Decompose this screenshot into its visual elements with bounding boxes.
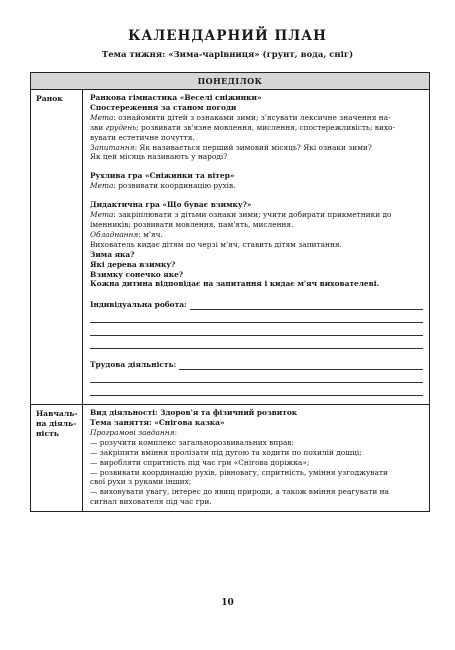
individual-work-line[interactable]	[190, 301, 423, 310]
game2-question-1: Зима яка?	[90, 249, 135, 259]
observation-goal	[90, 113, 423, 123]
task-item-cont: сигнал вихователя під час гри.	[90, 497, 212, 507]
lesson-label-line: ність	[36, 429, 59, 439]
observation-goal-end: вувати естетичне почуття.	[90, 132, 195, 142]
goal-label: Мета	[90, 181, 114, 191]
week-theme: Тема тижня: «Зима-чарівниця» (грунт, вода, сніг)	[101, 50, 354, 60]
labor-line[interactable]	[179, 361, 423, 370]
tasks-colon: :	[174, 427, 178, 437]
game2-closing: Кожна дитина відповідає на запитання і кидає м'яч вихователеві.	[90, 279, 380, 289]
game2-instruction: Вихователь кидає дітям по черзі м'яч, ставить дітям запитання.	[90, 239, 342, 249]
game2-question-3: Взимку сонечко яке?	[90, 269, 184, 279]
tasks-heading	[90, 428, 423, 438]
equipment-label: Обладнання	[90, 229, 139, 239]
questions	[90, 143, 423, 153]
game1-title: Рухлива гра «Сніжинки та вітер»	[90, 171, 235, 181]
lesson-topic: Тема заняття: «Снігова казка»	[90, 418, 225, 428]
questions-cont: Як цей місяць називають у народі?	[90, 152, 228, 162]
goal-label: Мета	[90, 210, 114, 220]
blank-line[interactable]	[90, 336, 423, 349]
gym-title: Ранкова гімнастика «Веселі сніжинки»	[90, 93, 262, 102]
task-item-cont: свої рухи з руками інших;	[90, 477, 192, 487]
lesson-content	[83, 405, 429, 511]
task-item: — розучити комплекс загальнорозвивальних вправ;	[90, 437, 295, 447]
morning-row	[31, 90, 429, 405]
game2-goal-cont: іменників; розвивати мовлення, пам'ять, мислення.	[90, 219, 294, 229]
observation-goal-cont	[90, 123, 423, 133]
morning-label: Ранок	[31, 90, 83, 404]
morning-content	[83, 90, 429, 404]
task-item: — виробляти спритність під час гри «Снігова доріжка»;	[90, 457, 310, 467]
plan-table	[30, 72, 430, 512]
goal-label: Мета	[90, 112, 114, 122]
activity-type: Вид діяльності: Здоров'я та фізичний розвиток	[90, 408, 298, 418]
blank-line[interactable]	[90, 383, 423, 396]
game2-title: Дидактична гра «Що буває взимку?»	[90, 200, 252, 210]
game2-goal	[90, 210, 423, 220]
game2-question-2: Які дерева взимку?	[90, 259, 176, 269]
goal-text: : розвивати координацію рухів.	[113, 181, 236, 191]
task-item: — розвивати координацію рухів, рівновагу, спритність, уміння узгоджувати	[90, 467, 388, 477]
day-header: ПОНЕДІЛОК	[31, 73, 429, 90]
lesson-label-line: Навчаль-	[36, 409, 78, 419]
lesson-label-line: на діяль-	[36, 419, 77, 429]
goal-text: зви	[90, 122, 106, 132]
goal-text: : ознайомити дітей з ознаками зими; з'ясувати лексичне значення на-	[113, 112, 391, 122]
game1-goal	[90, 181, 423, 191]
lesson-row	[31, 405, 429, 511]
individual-work-label: Індивідуальна робота:	[90, 300, 187, 310]
blank-line[interactable]	[90, 323, 423, 336]
page-number: 10	[221, 598, 234, 608]
individual-work-field	[90, 300, 423, 310]
blank-line[interactable]	[90, 370, 423, 383]
labor-field	[90, 360, 423, 370]
task-item: — виховувати увагу, інтерес до явищ природи, а також вміння реагувати на	[90, 487, 389, 497]
task-item: — закріпити вміння пролізати під дугою та ходити по похилій дошці;	[90, 447, 362, 457]
questions-label: Запитання	[90, 142, 135, 152]
page-title: КАЛЕНДАРНИЙ ПЛАН	[128, 28, 327, 44]
observation-title: Спостереження за станом погоди	[90, 102, 237, 112]
labor-label: Трудова діяльність:	[90, 360, 177, 370]
blank-line[interactable]	[90, 310, 423, 323]
equipment-text: : м'яч.	[138, 229, 163, 239]
goal-text: ; розвивати зв'язне мовлення, мислення, спостережливість; вихо-	[136, 122, 395, 132]
tasks-label: Програмові завдання	[90, 427, 175, 437]
questions-text: : Як називається перший зимовий місяць? Які ознаки зими?	[134, 142, 372, 152]
lesson-label	[31, 405, 83, 511]
equipment	[90, 230, 423, 240]
goal-term: грудень	[105, 122, 137, 132]
goal-text: : закріплювати з дітьми ознаки зими; учити добирати прикметники до	[113, 210, 392, 220]
